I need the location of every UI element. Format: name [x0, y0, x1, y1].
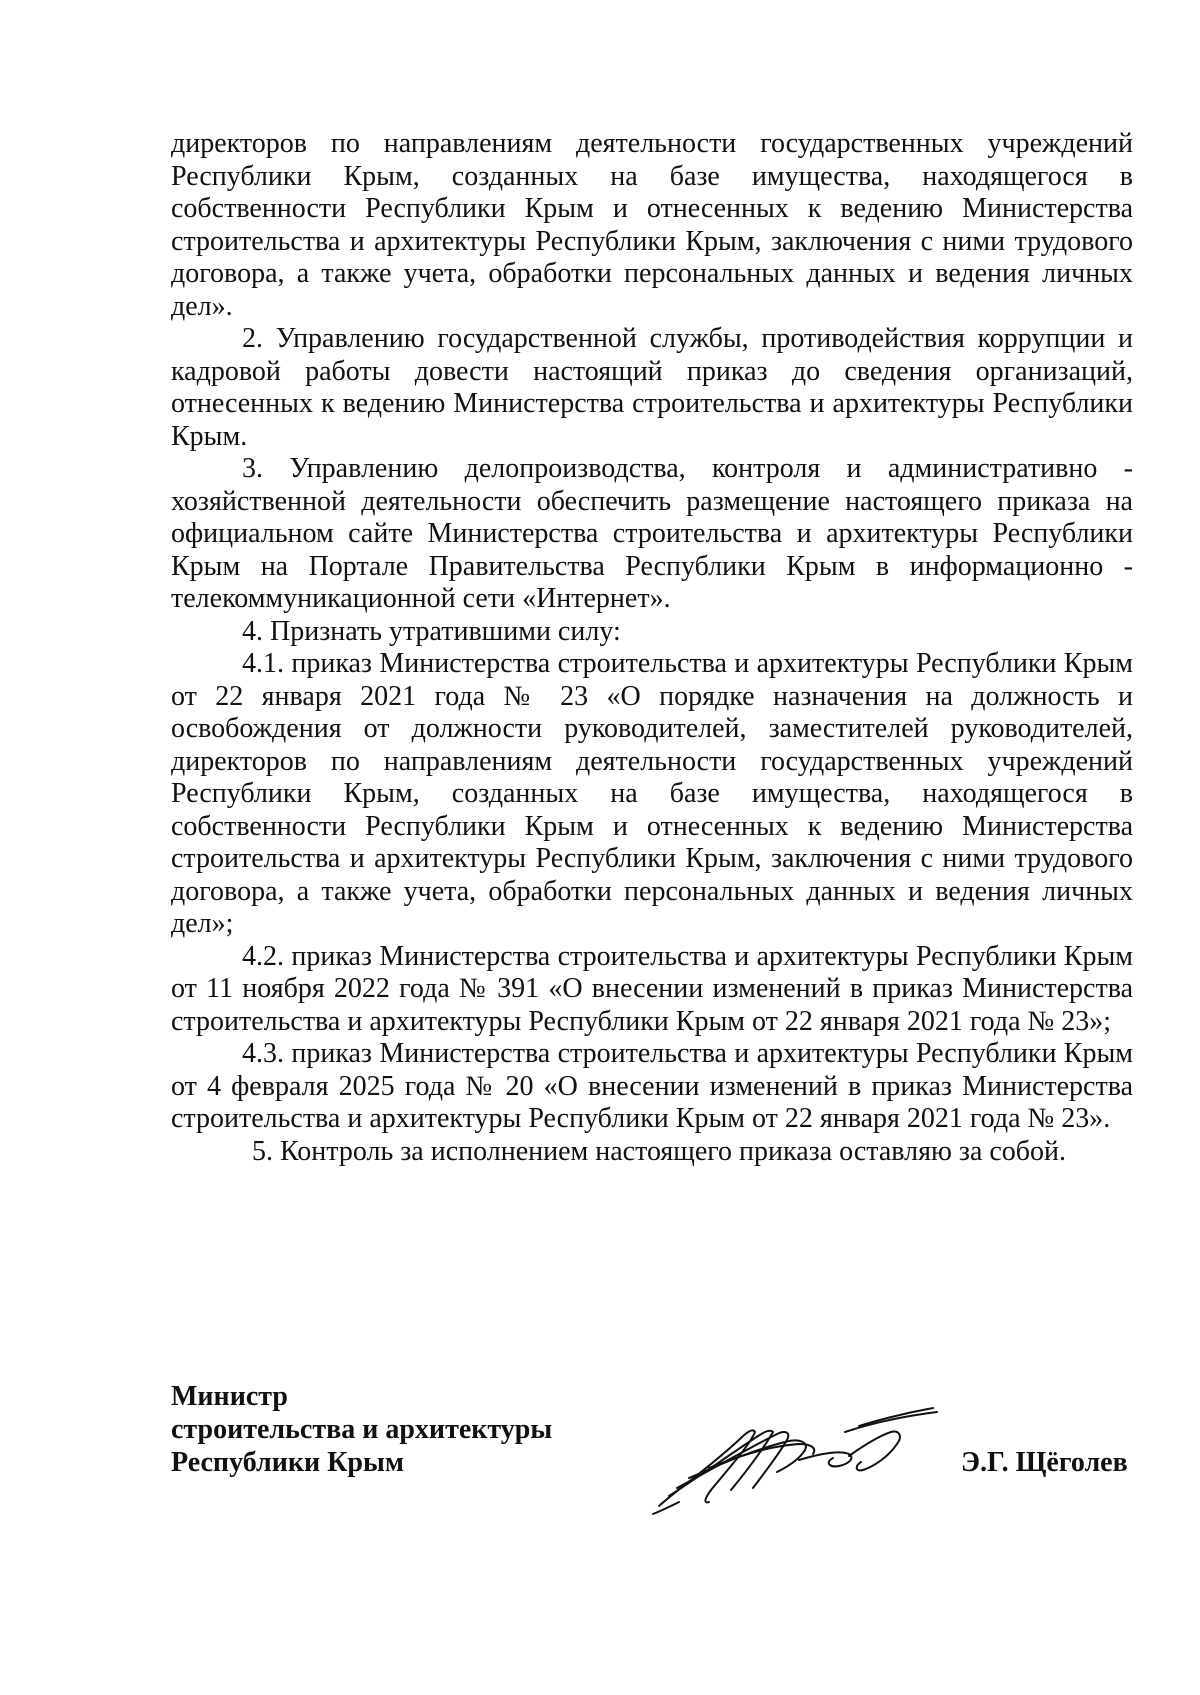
paragraph-4: 4. Признать утратившими силу: — [242, 615, 621, 647]
paragraph-4-2: 4.2. приказ Министерства строительства и архитектуры Республики Крым от 11 ноября 2022 года № 391 «О внесении изменений в приказ Министерства строительства и архитектуры Республики Крым от 22 января 2021 года № 23»; — [171, 940, 1133, 1037]
paragraph-2: 2. Управлению государственной службы, противодействия коррупции и кадровой работы довести настоящий приказ до сведения организаций, отнесенных к ведению Министерства строительства и архитектуры Республики Крым. — [171, 323, 1133, 452]
signatory-name: Э.Г. Щёголев — [961, 1447, 1128, 1478]
paragraph-intro-continuation: директоров по направлениям деятельности государственных учреждений Республики Крым, созданных на базе имущества, находящегося в собственности Республики Крым и отнесенных к ведению Министерства строительства и архитектуры Республики Крым, заключения с ними трудового договора, а также учета, обработки персональных данных и ведения личных дел». — [171, 128, 1133, 322]
document-body — [171, 128, 1133, 1168]
signatory-title-line-2: строительства и архитектуры — [171, 1414, 553, 1445]
handwritten-signature — [649, 1398, 939, 1518]
signature-block — [171, 1380, 1133, 1500]
signatory-title-line-1: Министр — [171, 1381, 288, 1412]
paragraph-5: 5. Контроль за исполнением настоящего приказа оставляю за собой. — [252, 1135, 1067, 1167]
signatory-title-line-3: Республики Крым — [171, 1447, 404, 1478]
paragraph-4-3: 4.3. приказ Министерства строительства и архитектуры Республики Крым от 4 февраля 2025 года № 20 «О внесении изменений в приказ Министерства строительства и архитектуры Республики Крым от 22 января 2021 года № 23». — [171, 1038, 1133, 1134]
signatory-title — [171, 1380, 552, 1479]
paragraph-3: 3. Управлению делопроизводства, контроля и административно - хозяйственной деятельности обеспечить размещение настоящего приказа на официальном сайте Министерства строительства и архитектуры Республики Крым на Портале Правительства Республики Крым в информационно - телекоммуникационной сети «Интернет». — [171, 453, 1133, 614]
paragraph-4-1: 4.1. приказ Министерства строительства и архитектуры Республики Крым от 22 января 2021 года № 23 «О порядке назначения на должность и освобождения от должности руководителей, заместителей руководителей, директоров по направлениям деятельности государственных учреждений Республики Крым, созданных на базе имущества, находящегося в собственности Республики Крым и отнесенных к ведению Министерства строительства и архитектуры Республики Крым, заключения с ними трудового договора, а также учета, обработки персональных данных и ведения личных дел»; — [171, 648, 1133, 939]
